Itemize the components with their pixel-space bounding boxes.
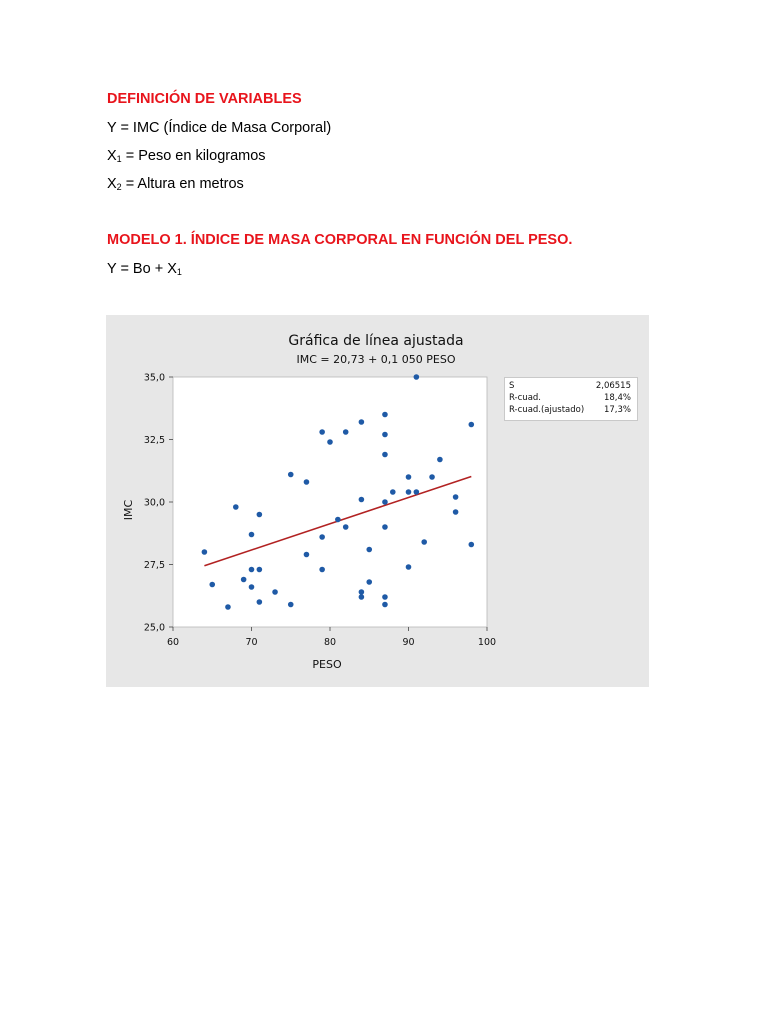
y-tick-label: 35,0	[143, 372, 165, 384]
chart-subtitle: IMC = 20,73 + 0,1 050 PESO	[296, 353, 456, 366]
data-point	[304, 479, 310, 485]
data-point	[406, 474, 412, 480]
data-point	[359, 497, 365, 503]
data-point	[319, 567, 325, 573]
stat-label-r-squared-adjusted: R-cuad.(ajustado)	[509, 405, 585, 415]
data-point	[382, 524, 388, 530]
data-point	[249, 567, 255, 573]
data-point	[288, 602, 294, 608]
chart-canvas	[106, 315, 649, 687]
section-heading-variables: DEFINICIÓN DE VARIABLES	[107, 91, 302, 107]
data-point	[382, 594, 388, 600]
data-point	[327, 439, 333, 445]
x-axis	[167, 627, 496, 648]
x-tick-label: 60	[166, 637, 180, 648]
data-point	[319, 534, 325, 540]
data-point	[272, 589, 278, 595]
data-point	[343, 524, 349, 530]
data-point	[421, 539, 427, 545]
data-point	[257, 567, 263, 573]
data-point	[359, 589, 365, 595]
data-point	[382, 602, 388, 608]
data-point	[335, 517, 341, 523]
fitted-line-chart	[106, 315, 649, 687]
stat-row-r-squared-adjusted	[509, 405, 631, 417]
data-point	[319, 429, 325, 435]
data-point	[304, 552, 310, 558]
stats-box	[504, 377, 638, 421]
data-point	[249, 532, 255, 538]
data-point	[429, 474, 435, 480]
data-point	[257, 512, 263, 518]
x-tick-label: 100	[477, 637, 497, 648]
data-point	[406, 564, 412, 570]
model-subscript: 1	[176, 267, 182, 277]
chart-title: Gráfica de línea ajustada	[288, 333, 464, 349]
data-point	[209, 582, 215, 588]
data-point	[406, 489, 412, 495]
x2-symbol: X	[107, 176, 117, 192]
model-equation	[107, 261, 182, 277]
data-point	[241, 577, 247, 583]
data-point	[343, 429, 349, 435]
x1-symbol: X	[107, 148, 117, 164]
data-point	[414, 374, 420, 380]
data-point	[390, 489, 396, 495]
stat-row-s	[509, 381, 631, 393]
x-axis-label: PESO	[312, 658, 342, 671]
y-axis-label: IMC	[122, 499, 135, 521]
variable-x1-definition	[107, 148, 266, 164]
data-point	[233, 504, 239, 510]
data-point	[257, 599, 263, 605]
data-point	[437, 457, 443, 463]
stat-label-r-squared: R-cuad.	[509, 393, 541, 403]
y-tick-label: 27,5	[143, 560, 165, 571]
x1-subscript: 1	[116, 154, 122, 164]
stat-value-s: 2,06515	[595, 381, 631, 391]
data-point	[366, 579, 372, 585]
data-point	[453, 494, 459, 500]
x1-text: = Peso en kilogramos	[121, 148, 266, 164]
data-point	[202, 549, 208, 555]
y-axis	[144, 373, 173, 634]
stat-row-r-squared	[509, 393, 631, 405]
x2-text: = Altura en metros	[121, 176, 244, 192]
variable-x2-definition	[107, 176, 244, 192]
x-tick-label: 90	[402, 637, 415, 648]
stat-label-s: S	[509, 381, 515, 391]
data-point	[469, 542, 475, 548]
data-point	[382, 452, 388, 458]
y-tick-label: 30,0	[143, 497, 165, 509]
data-point	[249, 584, 255, 590]
data-point	[382, 412, 388, 418]
x-tick-label: 80	[323, 637, 337, 648]
data-point	[359, 419, 365, 425]
stat-value-r-squared-adjusted: 17,3%	[603, 405, 631, 415]
data-point	[382, 499, 388, 505]
data-point	[366, 547, 372, 553]
data-point	[288, 472, 294, 478]
data-point	[453, 509, 459, 515]
y-tick-label: 25,0	[143, 622, 165, 634]
x2-subscript: 2	[116, 182, 122, 192]
data-point	[359, 594, 365, 600]
stat-value-r-squared: 18,4%	[603, 393, 631, 403]
data-point	[382, 432, 388, 438]
section-heading-model-1: MODELO 1. ÍNDICE DE MASA CORPORAL EN FUNCIÓN DEL PESO.	[107, 232, 573, 248]
plot-area	[173, 377, 487, 627]
data-point	[225, 604, 231, 610]
model-text: Y = Bo + X	[107, 261, 177, 277]
data-point	[469, 422, 475, 428]
data-point	[414, 489, 420, 495]
y-tick-label: 32,5	[143, 435, 165, 446]
x-tick-label: 70	[245, 637, 258, 648]
variable-y-definition: Y = IMC (Índice de Masa Corporal)	[107, 120, 332, 136]
